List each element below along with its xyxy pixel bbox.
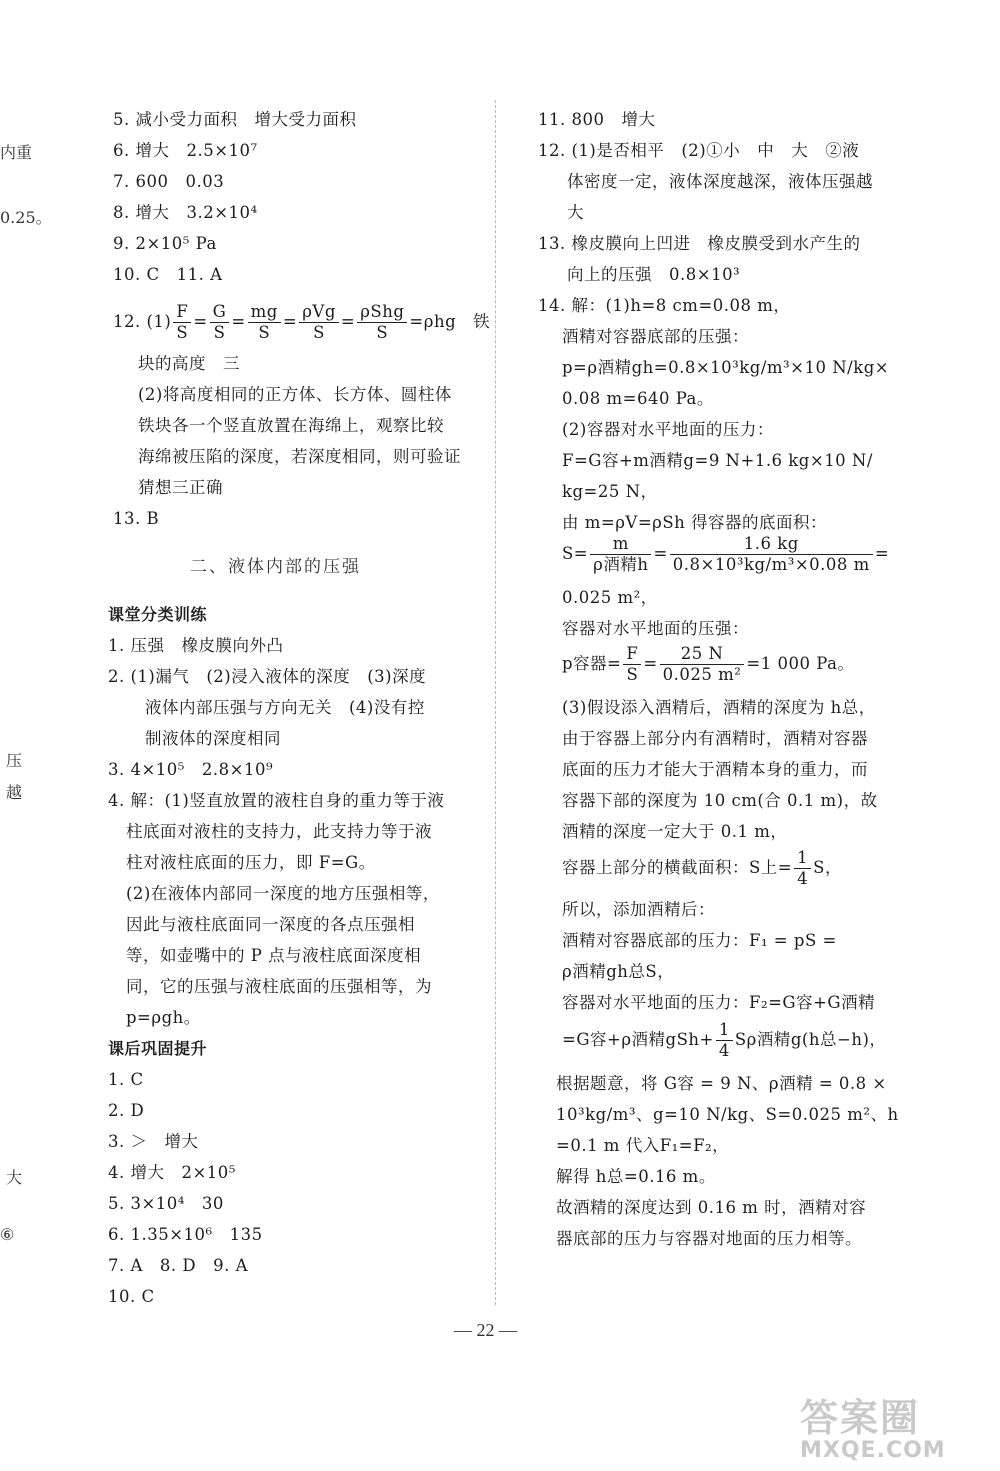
answer-14: 14. 解：(1)h=8 cm=0.08 m， [538, 296, 791, 315]
fraction [248, 302, 281, 343]
answer-14-area-formula: S= $\frac{m}{\text{ρ酒精h}}$ = $\frac{1.6 kg}{\text{0.8×10³kg/m³×0.08 m}}$ = [562, 534, 890, 574]
answer-8: 8. 增大 3.2×10⁴ [113, 203, 258, 222]
classroom-answer-3: 3. 4×10⁵ 2.8×10⁹ [108, 760, 274, 779]
answer-14-line: F=G容+m酒精g=9 N+1.6 kg×10 N/ [562, 451, 873, 470]
watermark-main: 答案圈 [800, 1396, 921, 1440]
formula-prefix: p容器= [562, 654, 622, 673]
numerator: 25 N [660, 644, 745, 665]
classroom-answer-4: 4. 解：(1)竖直放置的液柱自身的重力等于液 [108, 791, 445, 810]
answer-14-line: 所以，添加酒精后： [562, 900, 715, 919]
answer-14-line: 解得 h总=0.16 m。 [556, 1167, 716, 1186]
classroom-answer-2: 2. (1)漏气 (2)浸入液体的深度 (3)深度 [108, 667, 427, 686]
edge-fragment: ⑥ [0, 1225, 15, 1244]
column-divider [495, 100, 496, 1305]
denominator: S [313, 323, 325, 342]
fraction [357, 302, 407, 343]
answer-14-line: 由于容器上部分内有酒精时，酒精对容器 [562, 729, 868, 748]
denominator: S [376, 323, 389, 342]
classroom-answer-2-line: 液体内部压强与方向无关 (4)没有控 [145, 698, 425, 717]
numerator: 1 [794, 848, 811, 869]
denominator: 4 [797, 869, 809, 888]
answer-12-tail: =ρhg 铁 [409, 312, 491, 331]
answer-13-right: 13. 橡皮膜向上凹进 橡皮膜受到水产生的 [538, 234, 861, 253]
edge-fragment: 内重 [0, 143, 33, 162]
answer-14-line: 容器下部的深度为 10 cm(合 0.1 m)，故 [562, 791, 878, 810]
formula-suffix: =1 000 Pa。 [746, 654, 855, 673]
classroom-answer-4-line: (2)在液体内部同一深度的地方压强相等， [126, 884, 440, 903]
section-title: 二、液体内部的压强 [190, 557, 361, 577]
formula-prefix: S= [562, 544, 589, 563]
answer-12-right: 12. (1)是否相平 (2)①小 中 大 ②液 [538, 141, 860, 160]
answer-14-line: 器底部的压力与容器对地面的压力相等。 [556, 1229, 862, 1248]
classroom-answer-4-line: 柱对液柱底面的压力，即 F=G。 [126, 853, 376, 872]
watermark-sub: MXQE.COM [800, 1438, 946, 1463]
denominator: S [176, 323, 189, 342]
answer-14-line: 10³kg/m³、g=10 N/kg、S=0.025 m²、h [556, 1105, 899, 1124]
after-class-answer-4: 4. 增大 2×10⁵ [108, 1163, 236, 1182]
edge-fragment: 越 [6, 783, 23, 802]
heading-after-class: 课后巩固提升 [108, 1039, 208, 1058]
numerator: 1.6 kg [670, 534, 873, 555]
formula-suffix: = [874, 544, 890, 563]
answer-14-line: 0.025 m²， [562, 588, 658, 607]
classroom-answer-2-line: 制液体的深度相同 [145, 729, 281, 748]
denominator: 4 [718, 1041, 730, 1060]
formula-suffix: S， [813, 858, 842, 877]
answer-11: 11. 800 增大 [538, 110, 656, 129]
numerator: F [623, 644, 641, 665]
answer-12-line: 海绵被压陷的深度，若深度相同，则可验证 [138, 447, 461, 466]
numerator: ρVg [299, 302, 339, 323]
formula-prefix: =G容+ρ酒精gSh+ [562, 1030, 714, 1049]
denominator: S [213, 323, 226, 342]
answer-14-line: 酒精对容器底部的压力：F₁ = pS = [562, 931, 837, 950]
numerator: 1 [716, 1020, 733, 1041]
denominator: S [626, 665, 639, 684]
fraction [660, 644, 745, 685]
answer-7: 7. 600 0.03 [113, 172, 225, 191]
formula-suffix: Sρ酒精g(h总−h)， [734, 1030, 887, 1049]
fraction [210, 302, 230, 343]
answer-14-line: ρ酒精gh总S， [562, 962, 675, 981]
answer-12-formula: 12. (1) $\frac{F}{S}$ = $\frac{G}{S}$ = $\frac{mg}{S}$ = $\frac{\text{ρVg}}{S}$ = $\frac{\text{ρShg}}{S}$ =ρhg 铁 [113, 302, 491, 342]
fraction [299, 302, 339, 343]
after-class-answer-5: 5. 3×10⁴ 30 [108, 1194, 224, 1213]
numerator: m [590, 534, 651, 555]
answer-12-line: 块的高度 三 [138, 354, 240, 373]
answer-14-line: 根据题意，将 G容 = 9 N、ρ酒精 = 0.8 × [556, 1074, 887, 1093]
numerator: ρShg [357, 302, 407, 323]
after-class-answer-2: 2. D [108, 1101, 145, 1120]
after-class-answer-6: 6. 1.35×10⁶ 135 [108, 1225, 263, 1244]
fraction [590, 534, 651, 575]
fraction [716, 1020, 733, 1061]
answer-14-line: =0.1 m 代入F₁=F₂， [556, 1136, 730, 1155]
fraction [623, 644, 641, 685]
heading-classroom-training: 课堂分类训练 [108, 605, 208, 624]
answer-5: 5. 减小受力面积 增大受力面积 [113, 110, 357, 129]
fraction [794, 848, 811, 889]
after-class-answer-7-9: 7. A 8. D 9. A [108, 1256, 249, 1275]
numerator: F [173, 302, 191, 323]
answer-12-prefix: 12. (1) [113, 312, 172, 331]
fraction [173, 302, 191, 343]
answer-14-upper-area [562, 846, 842, 890]
answer-12-right-line: 大 [567, 203, 584, 222]
after-class-answer-1: 1. C [108, 1070, 144, 1089]
page-number: — 22 — [454, 1320, 517, 1340]
classroom-answer-4-line: 柱底面对液柱的支持力，此支持力等于液 [126, 822, 432, 841]
answer-14-line: 容器对水平地面的压力：F₂=G容+G酒精 [562, 993, 876, 1012]
answer-12-line: 铁块各一个竖直放置在海绵上，观察比较 [138, 416, 444, 435]
answer-14-line: 酒精的深度一定大于 0.1 m， [562, 822, 788, 841]
answer-14-line: 0.08 m=640 Pa。 [562, 389, 714, 408]
answer-13-right-line: 向上的压强 0.8×10³ [567, 265, 741, 284]
formula-prefix: 容器上部分的横截面积：S上= [562, 858, 793, 877]
edge-fragment: 压 [6, 751, 23, 770]
denominator: 0.8×10³kg/m³×0.08 m [672, 555, 870, 574]
answer-14-line: (2)容器对水平地面的压力： [562, 420, 774, 439]
answer-14-pressure-formula: p容器= $\frac{F}{S}$ = $\frac{25 N}{\text{0.025 m²}}$ =1 000 Pa。 [562, 644, 855, 684]
classroom-answer-4-line: 等，如壶嘴中的 P 点与液柱底面深度相 [126, 946, 422, 965]
denominator: S [258, 323, 271, 342]
numerator: mg [248, 302, 281, 323]
answer-12-line: (2)将高度相同的正方体、长方体、圆柱体 [138, 385, 452, 404]
classroom-answer-4-line: 同，它的压强与液柱底面的压强相等，为 [126, 977, 432, 996]
answer-14-line: kg=25 N， [562, 482, 658, 501]
answer-12-line: 猜想三正确 [138, 478, 223, 497]
denominator: ρ酒精h [593, 555, 649, 574]
answer-14-line: 由 m=ρV=ρSh 得容器的底面积： [562, 513, 828, 532]
answer-14-line: 底面的压力才能大于酒精本身的重力，而 [562, 760, 868, 779]
answer-10-11: 10. C 11. A [113, 265, 223, 284]
fraction [670, 534, 873, 575]
numerator: G [210, 302, 230, 323]
after-class-answer-3: 3. ＞ 增大 [108, 1132, 199, 1151]
answer-14-line: 容器对水平地面的压强： [562, 619, 749, 638]
classroom-answer-4-line: p=ρgh。 [126, 1008, 201, 1027]
classroom-answer-1: 1. 压强 橡皮膜向外凸 [108, 636, 284, 655]
after-class-answer-10: 10. C [108, 1287, 155, 1306]
edge-fragment: 大 [6, 1168, 23, 1187]
answer-14-line: (3)假设添入酒精后，酒精的深度为 h总， [562, 698, 876, 717]
denominator: 0.025 m² [662, 665, 742, 684]
edge-fragment: 0.25。 [0, 208, 52, 227]
answer-14-line: 酒精对容器底部的压强： [562, 327, 749, 346]
watermark-logo [800, 1396, 990, 1463]
classroom-answer-4-line: 因此与液柱底面同一深度的各点压强相 [126, 915, 415, 934]
answer-6: 6. 增大 2.5×10⁷ [113, 141, 258, 160]
answer-9: 9. 2×10⁵ Pa [113, 234, 217, 253]
answer-14-line: 故酒精的深度达到 0.16 m 时，酒精对容 [556, 1198, 867, 1217]
answer-14-line: p=ρ酒精gh=0.8×10³kg/m³×10 N/kg× [562, 358, 890, 377]
answer-12-right-line: 体密度一定，液体深度越深，液体压强越 [567, 172, 873, 191]
answer-13: 13. B [113, 509, 160, 528]
answer-14-total-force [562, 1018, 886, 1062]
